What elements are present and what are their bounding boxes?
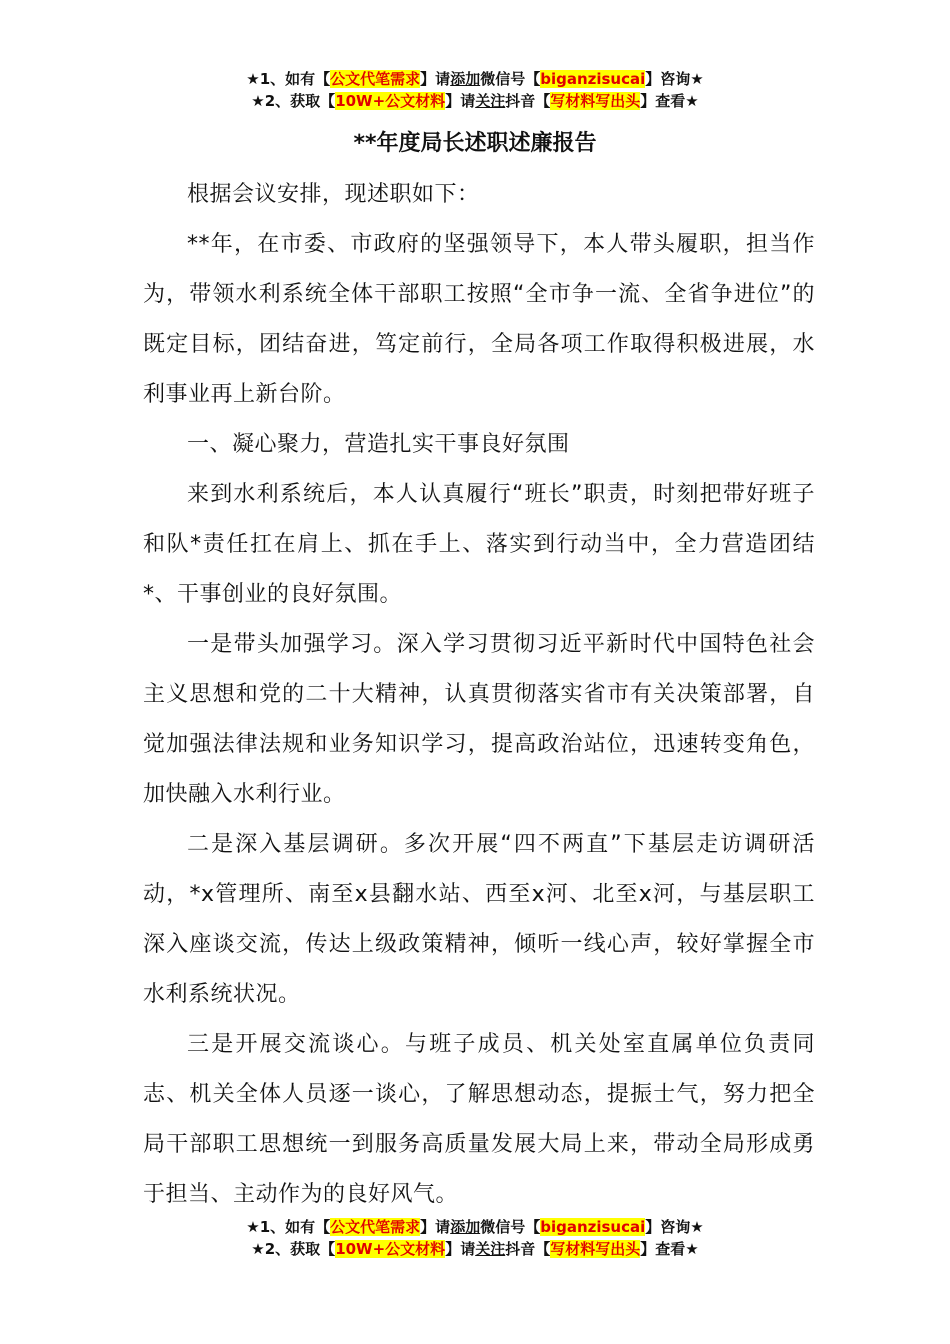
promo-text: 抖音【 [505,92,551,110]
promo-highlight-wechat: biganzisucai [540,70,646,88]
paragraph: 二是深入基层调研。多次开展“四不两直”下基层走访调研活动，*x管理所、南至x县翻水站、西至x河、北至x河，与基层职工深入座谈交流，传达上级政策精神，倾听一线心声，较好掌握全市水利系统状况。 [143,832,815,1007]
promo-text: 微信号【 [480,1218,541,1236]
promo-highlight: 公文代笔需求 [330,70,421,88]
promo-highlight-wechat: biganzisucai [540,1218,646,1236]
paragraph: 一是带头加强学习。深入学习贯彻习近平新时代中国特色社会主义思想和党的二十大精神，认真贯彻落实省市有关决策部署，自觉加强法律法规和业务知识学习，提高政治站位，迅速转变角色，加快融入水利行业。 [143,632,815,807]
promo-text: 抖音【 [505,1240,551,1258]
promo-line-1 [0,1216,950,1238]
paragraph: 根据会议安排，现述职如下： [187,182,480,207]
promo-highlight: 10W+公文材料 [335,1240,446,1258]
paragraph: **年，在市委、市政府的坚强领导下，本人带头履职，担当作为，带领水利系统全体干部职工按照“全市争一流、全省争进位”的既定目标，团结奋进，笃定前行，全局各项工作取得积极进展，水利事业再上新台阶。 [143,232,815,407]
promo-line-2 [0,1238,950,1260]
promo-text: ★1、如有【 [246,70,331,88]
promo-text: ★2、获取【 [251,1240,336,1258]
promo-line-1 [0,68,950,90]
promo-banner-bottom [0,1216,950,1260]
promo-text: ★1、如有【 [246,1218,331,1236]
promo-text: ★2、获取【 [251,92,336,110]
promo-highlight-douyin: 写材料写出头 [550,1240,641,1258]
paragraph: 三是开展交流谈心。与班子成员、机关处室直属单位负责同志、机关全体人员逐一谈心，了解思想动态，提振士气，努力把全局干部职工思想统一到服务高质量发展大局上来，带动全局形成勇于担当、主动作为的良好风气。 [143,1032,815,1207]
section-heading: 一、凝心聚力，营造扎实干事良好氛围 [187,432,570,457]
promo-text: 】查看★ [640,1240,699,1258]
document-title: **年度局长述职述廉报告 [353,131,597,156]
promo-highlight-douyin: 写材料写出头 [550,92,641,110]
promo-text: 微信号【 [480,70,541,88]
document-body [143,170,815,1220]
promo-highlight: 公文代笔需求 [330,1218,421,1236]
promo-banner-top [0,68,950,112]
promo-highlight: 10W+公文材料 [335,92,446,110]
promo-underline: 关注 [475,92,506,110]
promo-text: 】咨询★ [645,70,704,88]
promo-text: 】查看★ [640,92,699,110]
promo-underline: 关注 [475,1240,506,1258]
promo-text: 】请 [420,1218,451,1236]
promo-underline: 添加 [450,1218,481,1236]
promo-underline: 添加 [450,70,481,88]
promo-line-2 [0,90,950,112]
promo-text: 】请 [445,1240,476,1258]
promo-text: 】咨询★ [645,1218,704,1236]
paragraph: 来到水利系统后，本人认真履行“班长”职责，时刻把带好班子和队*责任扛在肩上、抓在手上、落实到行动当中，全力营造团结*、干事创业的良好氛围。 [143,482,815,607]
promo-text: 】请 [420,70,451,88]
promo-text: 】请 [445,92,476,110]
